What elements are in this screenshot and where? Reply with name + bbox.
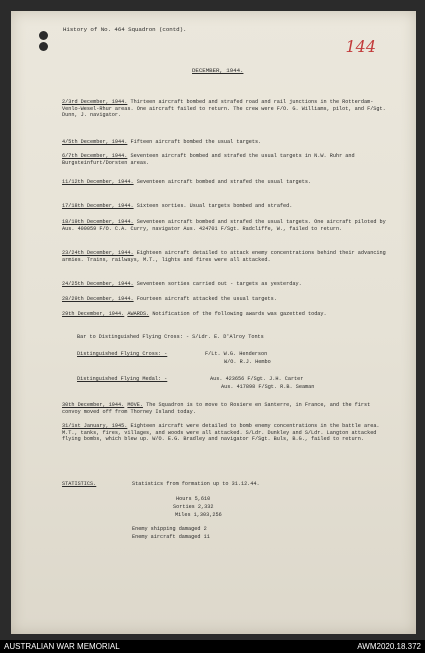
log-entry xyxy=(62,139,390,146)
entry-date: 23/24th December, 1944. xyxy=(62,250,134,256)
entry-date: 31/1st January, 1945. xyxy=(62,423,128,429)
statistics-line: Miles 1,303,256 xyxy=(175,512,222,518)
statistics-damage: Enemy aircraft damaged 11 xyxy=(132,534,210,540)
entry-text: Seventeen aircraft bombed and strafed the usual targets. One aircraft piloted by Aus. 400059 F/O. C.A. Curry, navigator Aus. 424701 F/Sgt. Radcliffe, W., failed to return. xyxy=(62,219,386,232)
award-dfm-name: Aus. 417898 F/Sgt. R.B. Seaman xyxy=(221,384,315,390)
statistics-line: Hours 5,610 xyxy=(176,496,211,502)
entry-text: Seventeen sorties carried out - targets as yesterday. xyxy=(136,281,302,287)
entry-date: 18/19th December, 1944. xyxy=(62,219,134,225)
document-page xyxy=(11,11,416,634)
entry-text: Seventeen aircraft bombed and strafed the usual targets. xyxy=(136,179,312,185)
entry-date: 11/12th December, 1944. xyxy=(62,179,134,185)
entry-text: Notification of the following awards was gazetted today. xyxy=(152,311,327,317)
log-entry xyxy=(62,296,390,303)
award-bar-dfc: Bar to Distinguished Flying Cross: - S/Ldr. E. D'Alroy Tonts xyxy=(77,334,264,340)
entry-heading: AWARDS. xyxy=(127,311,150,317)
entry-text: Fourteen aircraft attacked the usual targets. xyxy=(136,296,277,302)
entry-date: 2/3rd December, 1944. xyxy=(62,99,128,105)
statistics-damage: Enemy shipping damaged 2 xyxy=(132,526,207,532)
document-header: History of No. 464 Squadron (contd). xyxy=(63,26,187,33)
log-entry xyxy=(62,281,390,288)
statistics-label: STATISTICS. xyxy=(62,481,97,487)
statistics-intro: Statistics from formation up to 31.12.44. xyxy=(132,481,260,487)
entry-date: 6/7th December, 1944. xyxy=(62,153,128,159)
entry-date: 24/25th December, 1944. xyxy=(62,281,134,287)
award-dfm-label: Distinguished Flying Medal: - xyxy=(77,376,168,382)
log-entry xyxy=(62,153,390,166)
log-entry xyxy=(62,203,390,210)
entry-text: Thirteen aircraft bombed and strafed road and rail junctions in the Rotterdam-Venlo-Wesel-Rhur areas. One aircraft failed to return. The crew were F/O. G. Williams, pilot, and F/Sgt. Dunn, J. navigator. xyxy=(62,99,386,118)
entry-heading: MOVE. xyxy=(127,402,143,408)
month-title: DECEMBER, 1944. xyxy=(192,67,244,74)
log-entry xyxy=(62,179,390,186)
entry-date: 4/5th December, 1944. xyxy=(62,139,128,145)
page-number: 144 xyxy=(345,37,376,56)
log-entry xyxy=(62,402,390,415)
award-dfc-name: W/O. R.J. Hembo xyxy=(224,359,271,365)
footer-accession-number: AWM2020.18.372 xyxy=(357,642,421,651)
archive-footer xyxy=(0,640,425,653)
entry-date: 17/18th December, 1944. xyxy=(62,203,134,209)
entry-date: 28/29th December, 1944. xyxy=(62,296,134,302)
entry-text: Eighteen aircraft were detailed to bomb enemy concentrations in the battle area. M.T., tanks, fires, villages, and woods were all attacked. S/Ldr. Dunkley and S/Ldr. Langton attacked flying bombs, which blew up. W/O. E.G. Bradley and navigator F/Sgt. Buls, B.G., failed to return. xyxy=(62,423,380,442)
award-dfc-name: F/Lt. W.G. Henderson xyxy=(205,351,268,357)
entry-date: 30th December, 1944. xyxy=(62,402,125,408)
log-entry xyxy=(62,99,390,119)
award-dfm-name: Aus. 423656 F/Sgt. J.H. Carter xyxy=(210,376,304,382)
entry-date: 29th December, 1944. xyxy=(62,311,125,317)
footer-institution: AUSTRALIAN WAR MEMORIAL xyxy=(4,642,120,651)
log-entry xyxy=(62,219,390,232)
punch-hole xyxy=(39,31,48,40)
entry-text: Seventeen aircraft bombed and strafed the usual targets in N.W. Ruhr and Burgsteinfurt/Dorsten areas. xyxy=(62,153,355,166)
log-entry xyxy=(62,311,390,318)
punch-hole xyxy=(39,42,48,51)
entry-text: The Squadron is to move to Rosiere en Santerre, in France, and the first convoy moved off from Thorney Island today. xyxy=(62,402,371,415)
log-entry xyxy=(62,250,390,263)
award-dfc-label: Distinguished Flying Cross: - xyxy=(77,351,168,357)
log-entry xyxy=(62,423,390,443)
entry-text: Sixteen sorties. Usual targets bombed and strafed. xyxy=(136,203,293,209)
entry-text: Eighteen aircraft detailed to attack enemy concentrations behind their advancing armies. Trains, railways, M.T., lights and fires were all attacked. xyxy=(62,250,386,263)
entry-text: Fifteen aircraft bombed the usual targets. xyxy=(130,139,262,145)
statistics-line: Sorties 2,332 xyxy=(173,504,214,510)
